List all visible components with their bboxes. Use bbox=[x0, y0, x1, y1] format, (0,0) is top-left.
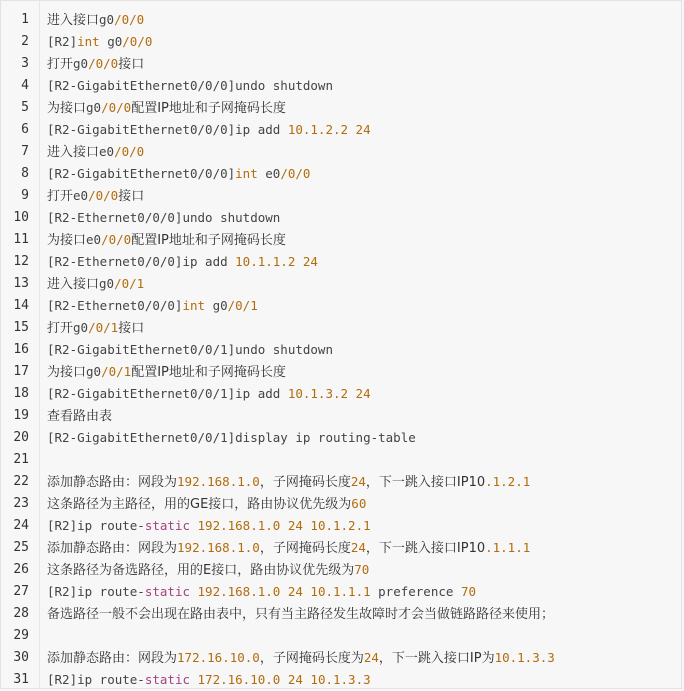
code-line bbox=[1, 207, 681, 229]
code-token: 配置IP地址和子网掩码长度 bbox=[131, 101, 286, 116]
code-text bbox=[47, 31, 152, 53]
line-number: 10 bbox=[13, 210, 29, 225]
code-line bbox=[1, 31, 681, 53]
line-number: 31 bbox=[13, 672, 29, 687]
code-token: preference bbox=[370, 584, 461, 599]
code-line bbox=[1, 669, 681, 691]
code-line bbox=[1, 625, 681, 647]
line-number: 11 bbox=[13, 232, 29, 247]
code-line bbox=[1, 53, 681, 75]
code-token: 10.1.3.3 bbox=[494, 650, 555, 665]
line-number: 25 bbox=[13, 540, 29, 555]
code-line bbox=[1, 537, 681, 559]
code-token: /0/1 bbox=[88, 320, 119, 335]
code-token: [R2]ip route- bbox=[47, 584, 145, 599]
code-line bbox=[1, 383, 681, 405]
code-token: [R2-GigabitEthernet0/0/1]ip add bbox=[47, 386, 288, 401]
code-token: 接口 bbox=[118, 57, 145, 72]
code-token: [R2-GigabitEthernet0/0/1]display ip routing-table bbox=[47, 430, 416, 445]
code-line bbox=[1, 427, 681, 449]
code-token: e0 bbox=[257, 166, 281, 181]
code-token: [R2-Ethernet0/0/0] bbox=[47, 298, 183, 313]
code-token: 配置IP地址和子网掩码长度 bbox=[131, 365, 286, 380]
code-token: [R2-Ethernet0/0/0]ip add bbox=[47, 254, 236, 269]
code-text bbox=[47, 603, 554, 626]
code-line bbox=[1, 97, 681, 119]
code-token: g0 bbox=[86, 364, 102, 379]
code-token: 备选路径一般不会出现在路由表中，只有当主路径发生故障时才会当做链路路径来使用； bbox=[47, 607, 555, 622]
code-token: 查看路由表 bbox=[47, 409, 113, 424]
code-token: /0/0 bbox=[88, 56, 119, 71]
code-text bbox=[47, 229, 286, 252]
code-token: [R2-GigabitEthernet0/0/0]undo shutdown bbox=[47, 78, 333, 93]
code-token: 192.168.1.0 24 10.1.1.1 bbox=[197, 584, 371, 599]
line-number: 28 bbox=[13, 606, 29, 621]
code-token: 进入接口 bbox=[47, 13, 100, 28]
line-number: 19 bbox=[13, 408, 29, 423]
code-token: .1.2.1 bbox=[485, 474, 531, 489]
code-line bbox=[1, 339, 681, 361]
code-token: static bbox=[144, 672, 190, 687]
code-token: g0 bbox=[99, 276, 115, 291]
code-text bbox=[47, 493, 366, 516]
line-number: 8 bbox=[21, 166, 29, 181]
code-token: 24 bbox=[363, 650, 379, 665]
code-token: 60 bbox=[351, 496, 367, 511]
code-token: 打开 bbox=[47, 57, 74, 72]
line-number: 17 bbox=[13, 364, 29, 379]
code-token: /0/1 bbox=[101, 364, 132, 379]
code-text bbox=[47, 141, 144, 164]
code-token: 为接口 bbox=[47, 101, 87, 116]
line-number: 4 bbox=[21, 78, 29, 93]
code-token: ，下一跳入接口IP为 bbox=[378, 651, 495, 666]
line-number: 30 bbox=[13, 650, 29, 665]
code-token: /0/0 bbox=[88, 188, 119, 203]
code-token: 打开 bbox=[47, 321, 74, 336]
code-token: 192.168.1.0 24 10.1.2.1 bbox=[197, 518, 371, 533]
code-token: 这条路径为备选路径，用的E接口，路由协议优先级为 bbox=[47, 563, 355, 578]
line-number: 9 bbox=[21, 188, 29, 203]
line-number: 15 bbox=[13, 320, 29, 335]
code-line bbox=[1, 75, 681, 97]
code-line bbox=[1, 141, 681, 163]
code-token: ，子网掩码长度为 bbox=[259, 651, 364, 666]
code-text bbox=[47, 537, 530, 560]
code-line bbox=[1, 295, 681, 317]
code-token bbox=[190, 518, 198, 533]
line-number: 24 bbox=[13, 518, 29, 533]
code-token: 10.1.1.2 24 bbox=[235, 254, 318, 269]
code-line bbox=[1, 229, 681, 251]
code-token: /0/0 bbox=[101, 232, 132, 247]
line-number: 7 bbox=[21, 144, 29, 159]
code-text bbox=[47, 515, 371, 537]
code-token bbox=[190, 672, 198, 687]
code-token: 进入接口 bbox=[47, 145, 100, 160]
line-number: 23 bbox=[13, 496, 29, 511]
code-token: static bbox=[144, 584, 190, 599]
code-text bbox=[47, 53, 144, 76]
code-token: 70 bbox=[460, 584, 476, 599]
code-text bbox=[47, 427, 416, 449]
code-token: 添加静态路由：网段为 bbox=[47, 651, 178, 666]
code-token: g0 bbox=[73, 320, 89, 335]
code-token: /0/0 bbox=[114, 144, 145, 159]
code-token: g0 bbox=[99, 34, 123, 49]
code-text bbox=[47, 361, 286, 384]
code-line bbox=[1, 185, 681, 207]
code-token: 这条路径为主路径，用的GE接口，路由协议优先级为 bbox=[47, 497, 352, 512]
code-line bbox=[1, 581, 681, 603]
code-line bbox=[1, 515, 681, 537]
code-line bbox=[1, 449, 681, 471]
code-line bbox=[1, 603, 681, 625]
code-token: g0 bbox=[86, 100, 102, 115]
code-token: 70 bbox=[354, 562, 370, 577]
line-number: 22 bbox=[13, 474, 29, 489]
code-token: int bbox=[235, 166, 258, 181]
code-token: .1.1.1 bbox=[485, 540, 531, 555]
code-token bbox=[190, 584, 198, 599]
code-lines bbox=[1, 9, 681, 691]
code-token: 接口 bbox=[118, 189, 145, 204]
line-number: 14 bbox=[13, 298, 29, 313]
code-line bbox=[1, 361, 681, 383]
code-token: 接口 bbox=[118, 321, 145, 336]
code-text bbox=[47, 317, 144, 340]
line-number: 12 bbox=[13, 254, 29, 269]
line-number: 5 bbox=[21, 100, 29, 115]
code-token: /0/0 bbox=[122, 34, 153, 49]
code-token: 24 bbox=[350, 474, 366, 489]
code-line bbox=[1, 273, 681, 295]
code-token: e0 bbox=[99, 144, 115, 159]
code-token: /0/1 bbox=[227, 298, 258, 313]
code-text bbox=[47, 647, 555, 670]
code-text bbox=[47, 383, 371, 405]
code-line bbox=[1, 9, 681, 31]
code-token: 为接口 bbox=[47, 365, 87, 380]
code-token: [R2-GigabitEthernet0/0/0]ip add bbox=[47, 122, 288, 137]
code-token: 192.168.1.0 bbox=[177, 474, 260, 489]
code-token: 10.1.2.2 24 bbox=[287, 122, 371, 137]
code-token: [R2]ip route- bbox=[47, 672, 145, 687]
code-line bbox=[1, 405, 681, 427]
code-text bbox=[47, 581, 476, 603]
code-token: 为接口 bbox=[47, 233, 87, 248]
code-token: [R2-GigabitEthernet0/0/0] bbox=[47, 166, 236, 181]
line-number: 26 bbox=[13, 562, 29, 577]
code-token: [R2]ip route- bbox=[47, 518, 145, 533]
code-token: 24 bbox=[350, 540, 366, 555]
line-number: 29 bbox=[13, 628, 29, 643]
code-line bbox=[1, 647, 681, 669]
code-token: ，子网掩码长度 bbox=[259, 541, 351, 556]
code-token: ，下一跳入接口IP10 bbox=[365, 475, 486, 490]
code-token: 172.16.10.0 bbox=[177, 650, 260, 665]
code-text bbox=[47, 97, 286, 120]
line-number: 3 bbox=[21, 56, 29, 71]
code-line bbox=[1, 317, 681, 339]
code-token: static bbox=[144, 518, 190, 533]
code-line bbox=[1, 251, 681, 273]
code-line bbox=[1, 493, 681, 515]
code-text bbox=[47, 295, 258, 317]
code-token: /0/0 bbox=[114, 12, 145, 27]
code-text bbox=[47, 75, 333, 97]
code-text bbox=[47, 185, 144, 208]
line-number: 20 bbox=[13, 430, 29, 445]
code-token: /0/0 bbox=[280, 166, 311, 181]
code-text bbox=[47, 251, 318, 273]
code-token: 配置IP地址和子网掩码长度 bbox=[131, 233, 286, 248]
code-line bbox=[1, 163, 681, 185]
line-number: 21 bbox=[13, 452, 29, 467]
code-token: g0 bbox=[99, 12, 115, 27]
code-text bbox=[47, 471, 530, 494]
line-number: 1 bbox=[21, 12, 29, 27]
code-token: ，下一跳入接口IP10 bbox=[365, 541, 486, 556]
code-text bbox=[47, 273, 144, 296]
code-token: int bbox=[77, 34, 100, 49]
code-text bbox=[47, 559, 369, 582]
code-line bbox=[1, 559, 681, 581]
code-text bbox=[47, 163, 310, 185]
code-text bbox=[47, 207, 280, 229]
code-token: 添加静态路由：网段为 bbox=[47, 475, 178, 490]
code-token: ，子网掩码长度 bbox=[259, 475, 351, 490]
code-text bbox=[47, 669, 371, 691]
code-token: 打开 bbox=[47, 189, 74, 204]
line-number: 16 bbox=[13, 342, 29, 357]
code-token: 进入接口 bbox=[47, 277, 100, 292]
line-number: 18 bbox=[13, 386, 29, 401]
line-number: 2 bbox=[21, 34, 29, 49]
code-token: 172.16.10.0 24 10.1.3.3 bbox=[197, 672, 371, 687]
code-line bbox=[1, 119, 681, 141]
code-text bbox=[47, 339, 333, 361]
line-number: 27 bbox=[13, 584, 29, 599]
line-number: 13 bbox=[13, 276, 29, 291]
code-line bbox=[1, 471, 681, 493]
code-token: 添加静态路由：网段为 bbox=[47, 541, 178, 556]
code-token: /0/0 bbox=[101, 100, 132, 115]
code-token: [R2-Ethernet0/0/0]undo shutdown bbox=[47, 210, 281, 225]
code-token: 10.1.3.2 24 bbox=[287, 386, 371, 401]
code-text bbox=[47, 9, 144, 32]
code-token: [R2] bbox=[47, 34, 78, 49]
code-token: [R2-GigabitEthernet0/0/1]undo shutdown bbox=[47, 342, 333, 357]
code-token: e0 bbox=[73, 188, 89, 203]
code-token: g0 bbox=[73, 56, 89, 71]
code-token: g0 bbox=[205, 298, 228, 313]
code-text bbox=[47, 119, 371, 141]
code-token: int bbox=[182, 298, 206, 313]
code-text bbox=[47, 405, 112, 428]
code-token: /0/1 bbox=[114, 276, 145, 291]
line-number: 6 bbox=[21, 122, 29, 137]
code-token: 192.168.1.0 bbox=[177, 540, 260, 555]
code-token: e0 bbox=[86, 232, 102, 247]
